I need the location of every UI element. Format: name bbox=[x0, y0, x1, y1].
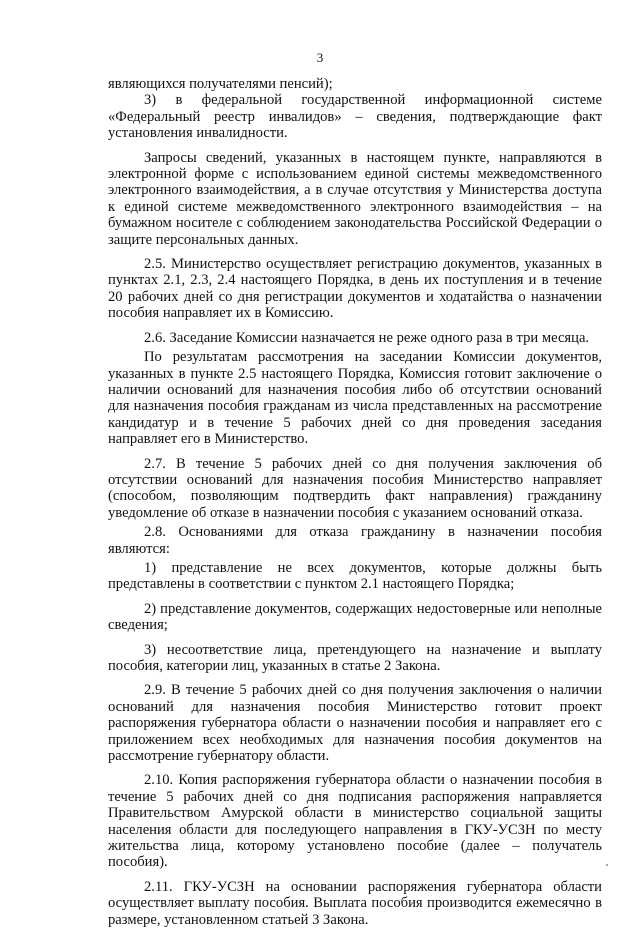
paragraph-ground-2-unreliable-information: 2) представление документов, содержащих недостоверные или неполные сведения; bbox=[108, 600, 602, 634]
paragraph-2-6-commission-meeting: 2.6. Заседание Комиссии назначается не реже одного раза в три месяца. bbox=[144, 329, 590, 346]
paragraph-2-9-draft-order: 2.9. В течение 5 рабочих дней со дня получения заключения о наличии оснований для назначения пособия Министерство готовит проект распоряжения губернатора области о назначении пособия и направляет его с приложением всех необходимых для назначения пособия документов на рассмотрение губернатору области. bbox=[108, 682, 602, 765]
document-body bbox=[108, 76, 602, 928]
paragraph-item-3-disability-registry: 3) в федеральной государственной информационной системе «Федеральный реестр инвалидов» – сведения, подтверждающие факт установления инвалидности. bbox=[108, 92, 602, 142]
paragraph-pensioners-continuation: являющихся получателями пенсий); bbox=[108, 76, 333, 92]
paragraph-2-11-allowance-payment: 2.11. ГКУ-УСЗН на основании распоряжения губернатора области осуществляет выплату пособия. Выплата пособия производится ежемесячно в размере, установленном статьей 3 Закона. bbox=[108, 878, 602, 928]
paragraph-ground-1-incomplete-documents: 1) представление не всех документов, которые должны быть представлены в соответствии с пунктом 2.1 настоящего Порядка; bbox=[108, 559, 602, 593]
paragraph-2-10-order-copy: 2.10. Копия распоряжения губернатора области о назначении пособия в течение 5 рабочих дней со дня подписания распоряжения направляется Правительством Амурской области в министерство социальной защиты населения области для последующего направления в ГКУ-УСЗН по месту жительства лица, которому установлено пособие (далее – получатель пособия). bbox=[108, 772, 602, 871]
paragraph-electronic-requests: Запросы сведений, указанных в настоящем пункте, направляются в электронной форме с использованием единой системы межведомственного электронного взаимодействия, а в случае отсутствия у Министерства доступа к единой системе межведомственного электронного взаимодействия – на бумажном носителе с соблюдением законодательства Российской Федерации о защите персональных данных. bbox=[108, 149, 602, 248]
paragraph-ground-3-category-mismatch: 3) несоответствие лица, претендующего на назначение и выплату пособия, категории лиц, указанных в статье 2 Закона. bbox=[108, 641, 602, 674]
paragraph-2-5-registration: 2.5. Министерство осуществляет регистрацию документов, указанных в пунктах 2.1, 2.3, 2.4 настоящего Порядка, в день их поступления и в течение 20 рабочих дней со дня регистрации документов и ходатайства о назначении пособия направляет их в Комиссию. bbox=[108, 256, 602, 322]
page-number: 3 bbox=[316, 50, 324, 65]
scan-speck bbox=[606, 864, 608, 866]
paragraph-2-7-refusal-notice: 2.7. В течение 5 рабочих дней со дня получения заключения об отсутствии оснований для назначения пособия Министерство направляет (способом, позволяющим подтвердить факт направления) гражданину уведомление об отказе в назначении пособия с указанием оснований отказа. bbox=[108, 455, 602, 521]
paragraph-2-8-refusal-grounds: 2.8. Основаниями для отказа гражданину в назначении пособия являются: bbox=[108, 524, 602, 557]
paragraph-commission-conclusion: По результатам рассмотрения на заседании Комиссии документов, указанных в пункте 2.5 настоящего Порядка, Комиссия готовит заключение о наличии оснований для назначения пособия либо об отсутствии оснований для назначения пособия гражданам из числа представленных на рассмотрение кандидатур и в течение 5 рабочих дней со дня проведения заседания направляет его в Министерство. bbox=[108, 349, 602, 448]
